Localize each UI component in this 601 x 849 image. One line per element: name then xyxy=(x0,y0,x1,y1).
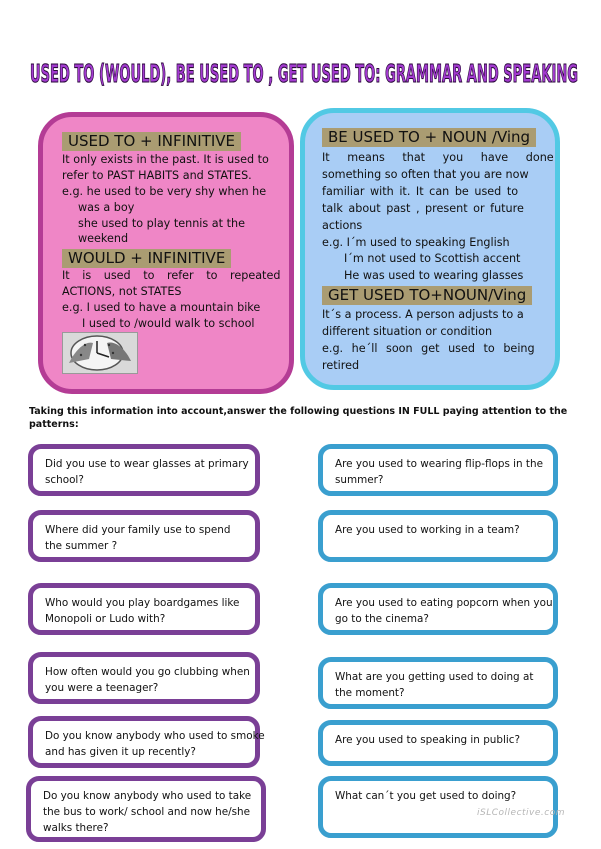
question-text: and has given it up recently? xyxy=(45,746,196,758)
instructions-line: Taking this information into account,answer the following questions IN FULL paying attention to the xyxy=(29,406,568,417)
title-text: USED TO (WOULD), BE USED TO , GET USED TO: GRAMMAR AND SPEAKING xyxy=(30,59,578,88)
site-watermark: iSLCollective.com xyxy=(477,808,565,818)
question-box-clubbing xyxy=(28,652,260,704)
question-text: Are you used to speaking in public? xyxy=(335,734,520,746)
instructions-line: patterns: xyxy=(29,419,79,430)
get-used-to-explanation-line: It´s a process. A person adjusts to a xyxy=(322,308,524,321)
be-used-to-explanation-line: familiar with it. It can be used to xyxy=(322,185,519,198)
question-text: Where did your family use to spend xyxy=(45,524,231,536)
question-text: go to the cinema? xyxy=(335,613,429,625)
get-used-to-example-line: e.g. he´ll soon get used to being xyxy=(322,342,535,355)
clock-hands-image xyxy=(62,332,138,374)
question-box-cant-get-used xyxy=(318,776,558,838)
question-text: Are you used to eating popcorn when you xyxy=(335,597,553,609)
get-used-to-example-line: retired xyxy=(322,359,360,372)
be-used-to-explanation-line: It means that you have done xyxy=(322,151,554,164)
would-example-line: I used to /would walk to school xyxy=(82,317,255,330)
question-text: Did you use to wear glasses at primary xyxy=(45,458,249,470)
question-text: the moment? xyxy=(335,687,405,699)
question-box-popcorn xyxy=(318,583,558,635)
question-box-primary-glasses xyxy=(28,444,260,496)
used-to-explanation-line: refer to PAST HABITS and STATES. xyxy=(62,169,252,182)
be-used-to-example-line: e.g. I´m used to speaking English xyxy=(322,236,510,249)
used-to-example-line: she used to play tennis at the xyxy=(78,217,245,230)
would-explanation-line: ACTIONS, not STATES xyxy=(62,285,182,298)
question-text: What can´t you get used to doing? xyxy=(335,790,517,802)
question-box-flip-flops xyxy=(318,444,558,496)
question-text: summer? xyxy=(335,474,384,486)
question-text: the summer ? xyxy=(45,540,118,552)
be-used-to-explanation-line: actions xyxy=(322,219,363,232)
question-text: Monopoli or Ludo with? xyxy=(45,613,166,625)
get-used-to-explanation-line: different situation or condition xyxy=(322,325,493,338)
question-text: Who would you play boardgames like xyxy=(45,597,240,609)
question-box-team-work xyxy=(318,510,558,562)
used-to-example-line: weekend xyxy=(78,232,129,245)
worksheet-title xyxy=(24,38,584,104)
question-box-bus-walk xyxy=(26,776,266,842)
would-explanation-line: It is used to refer to repeated xyxy=(62,269,281,282)
question-text: Do you know anybody who used to take xyxy=(43,790,252,802)
be-used-to-heading: BE USED TO + NOUN /Ving xyxy=(322,128,536,147)
be-used-to-explanation-line: something so often that you are now xyxy=(322,168,529,181)
used-to-example-line: e.g. he used to be very shy when he xyxy=(62,185,267,198)
title-graphic xyxy=(24,38,584,104)
be-used-to-example-line: He was used to wearing glasses xyxy=(344,269,524,282)
used-to-infinitive-heading: USED TO + INFINITIVE xyxy=(62,132,241,151)
question-text: walks there? xyxy=(43,822,109,834)
question-box-getting-used-now xyxy=(318,657,558,709)
question-text: the bus to work/ school and now he/she xyxy=(43,806,251,818)
question-box-public-speaking xyxy=(318,720,558,766)
would-example-line: e.g. I used to have a mountain bike xyxy=(62,301,261,314)
used-to-example-line: was a boy xyxy=(78,201,135,214)
would-infinitive-heading: WOULD + INFINITIVE xyxy=(62,249,231,268)
question-box-smoking xyxy=(28,716,265,768)
get-used-to-heading: GET USED TO+NOUN/Ving xyxy=(322,286,532,305)
question-text: Are you used to working in a team? xyxy=(335,524,520,536)
question-text: Do you know anybody who used to smoke xyxy=(45,730,265,742)
question-text: Are you used to wearing flip-flops in the xyxy=(335,458,543,470)
question-box-boardgames xyxy=(28,583,260,635)
question-text: school? xyxy=(45,474,84,486)
question-box-family-summer xyxy=(28,510,260,562)
question-text: you were a teenager? xyxy=(45,682,159,694)
used-to-explanation-line: It only exists in the past. It is used to xyxy=(62,153,269,166)
be-used-to-example-line: I´m not used to Scottish accent xyxy=(344,252,521,265)
question-text: What are you getting used to doing at xyxy=(335,671,534,683)
be-used-to-explanation-line: talk about past , present or future xyxy=(322,202,524,215)
question-text: How often would you go clubbing when xyxy=(45,666,250,678)
